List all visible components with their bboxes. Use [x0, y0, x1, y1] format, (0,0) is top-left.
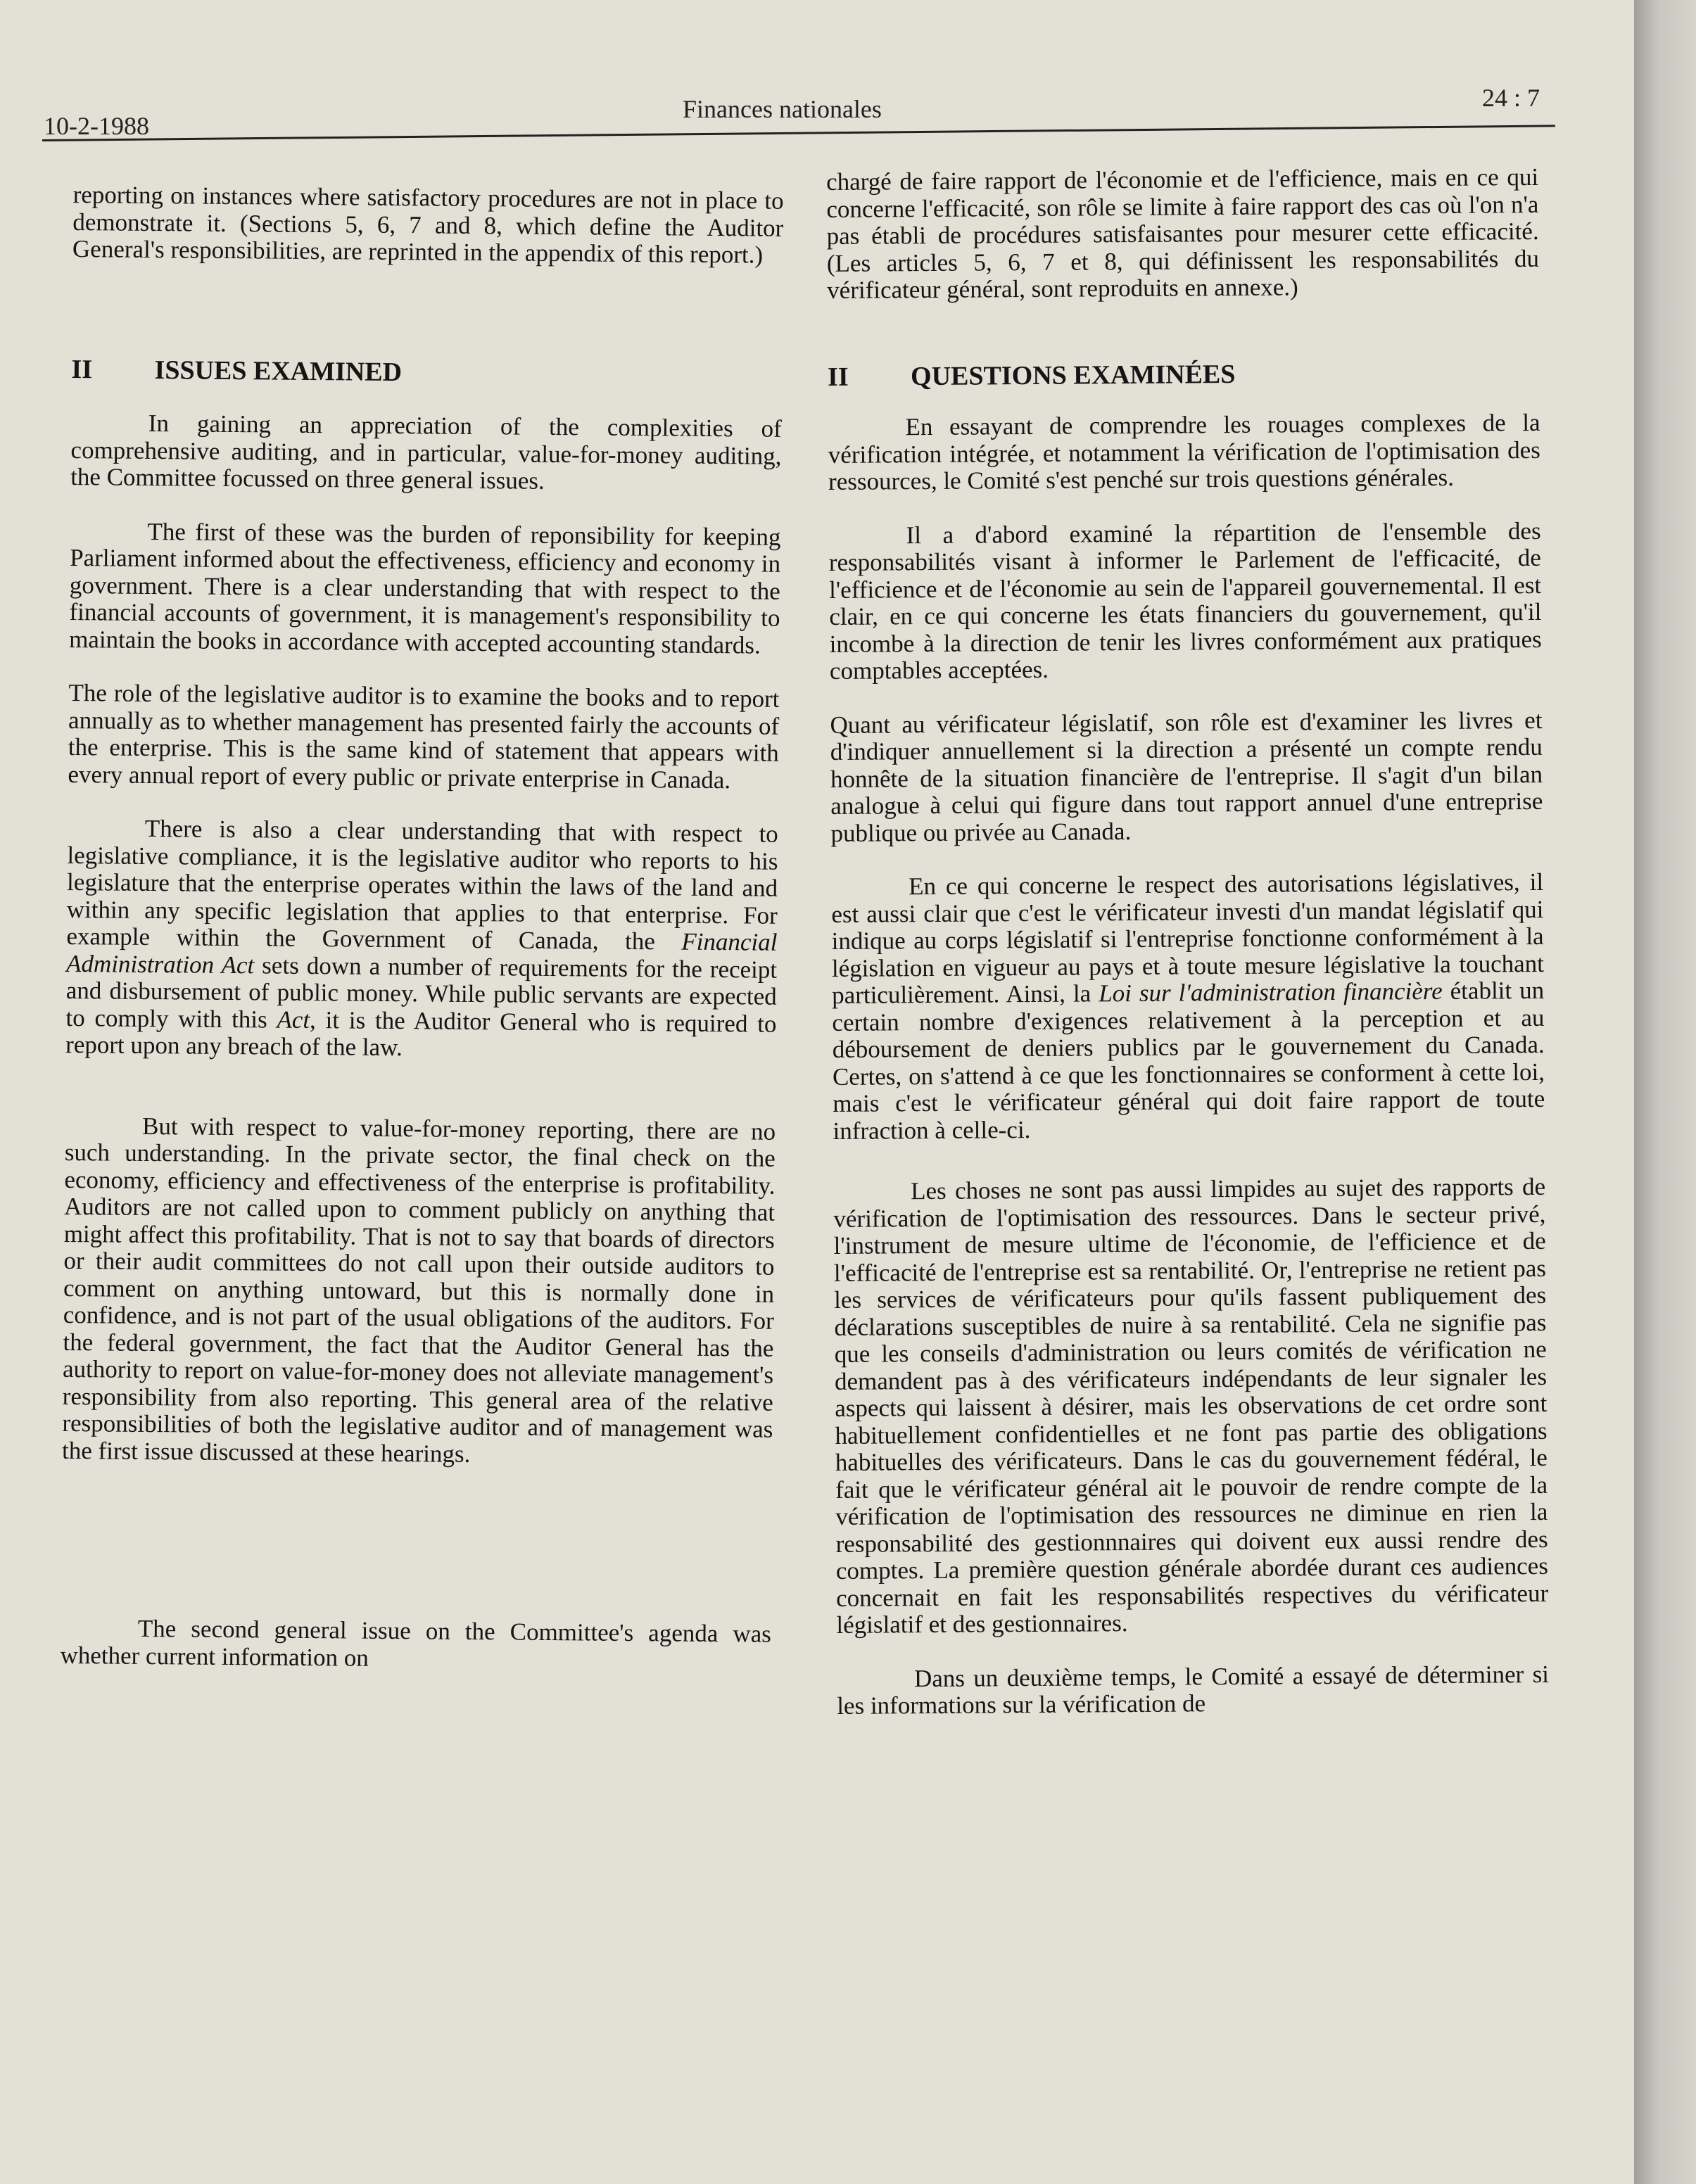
page-date: 10-2-1988: [44, 112, 149, 140]
en-paragraph-continued: reporting on instances where satisfactory procedures are not in place to demonstrate it. (Sections 5, 6, 7 and 8, which define the Auditor General's responsibilities, are reprinted in the appendix of this report.): [72, 180, 784, 269]
fr-paragraph-2: Il a d'abord examiné la répartition de l'ensemble des responsabilités visant à informer le Parlement de l'efficacité, de l'efficience et de l'économie au sein de l'appareil gouvernemental. Il est clair, en ce qui concerne les états financiers du gouvernement, qu'il incombe à la direction de tenir les livres conformément aux pratiques comptables acceptées.: [828, 516, 1542, 685]
fr-paragraph-1: En essayant de comprendre les rouages complexes de la vérification intégrée, et notamment la vérification de l'optimisation des ressources, le Comité s'est penché sur trois questions générales.: [828, 408, 1540, 495]
fr-p4-part-a: En ce qui concerne le respect des autorisations législatives, il est aussi clair que c'est le vérificateur investi d'un mandat législatif qui indique au corps législatif si l'entreprise fonctionne conformément à la législation en vigueur au pays et à toute mesure législative la touchant particulièrement. Ainsi, la: [831, 868, 1545, 1009]
fr-p4-part-b: établit un certain nombre d'exigences relativement à la perception et au déboursement de deniers publics par le gouvernement du Canada. Certes, on s'attend à ce que les fonctionnaires se conforment à cette loi, mais c'est le vérificateur général qui doit faire rapport de toute infraction à celle-ci.: [832, 976, 1545, 1145]
en-paragraph-5: But with respect to value-for-money reporting, there are no such understanding. In the private sector, the final check on the economy, efficiency and effectiveness of the enterprise is profitability. Auditors are not called upon to comment publicly on anything that might affect this profitability. That is not to say that boards of directors or their audit committees do not call upon their outside auditors to comment on anything untoward, but this is normally done in confidence, and is not part of the usual obligations of the auditors. For the federal government, the fact that the Auditor General has the authority to report on value-for-money does not alleviate management's responsibility from also reporting. This general area of the relative responsibilities of both the legislative auditor and of management was the first issue discussed at these hearings.: [61, 1112, 776, 1468]
header-rule: [42, 125, 1555, 141]
fr-paragraph-3: Quant au vérificateur législatif, son rôle est d'examiner les livres et d'indiquer annuellement si la direction a présenté un compte rendu honnête de la situation financière de l'entreprise. Il s'agit d'un bilan analogue à celui qui figure dans tout rapport annuel d'une entreprise publique ou privée au Canada.: [830, 706, 1543, 847]
fr-paragraph-continued: chargé de faire rapport de l'économie et de l'efficience, mais en ce qui concerne l'efficacité, son rôle se limite à faire rapport des cas où l'on n'a pas établi de procédures satisfaisantes pour mesurer cette efficacité. (Les articles 5, 6, 7 et 8, qui définissent les responsabilités du vérificateur général, sont reproduits en annexe.): [825, 163, 1540, 304]
fr-heading-number: II: [827, 362, 849, 392]
en-paragraph-6: The second general issue on the Committee's agenda was whether current information on: [60, 1614, 772, 1672]
en-paragraph-3: The role of the legislative auditor is to examine the books and to report annually as to whether management has presented fairly the accounts of the enterprise. This is the same kind of statement that appears with every annual report of every public or private enterprise in Canada.: [68, 678, 780, 794]
running-title: Finances nationales: [683, 95, 882, 123]
page-number: 24 : 7: [1482, 84, 1540, 112]
en-p4-part-b: sets down a number of requirements for the receipt and disbursement of public money. While public servants are expected to comply with this: [65, 951, 778, 1034]
en-paragraph-4: [65, 815, 778, 1065]
fr-paragraph-5: Les choses ne sont pas aussi limpides au sujet des rapports de vérification de l'optimisation des ressources. Dans le secteur privé, l'instrument de mesure ultime de l'économie, de l'efficience et de l'efficacité de l'entreprise est sa rentabilité. Or, l'entreprise ne retient pas les services de vérificateurs pour qu'ils fassent publiquement des déclarations susceptibles de nuire à sa rentabilité. Cela ne signifie pas que les conseils d'administration ou leurs comités de vérification ne demandent pas à des vérificateurs indépendants de leur signaler les aspects qui laissent à désirer, mais les observations de cet ordre sont habituellement confidentielles et ne font pas partie des obligations habituelles des vérificateurs. Dans le cas du gouvernement fédéral, le fait que le vérificateur général ait le pouvoir de rendre compte de la vérification de l'optimisation des ressources ne diminue en rien la responsabilité des gestionnnaires qui doivent eux aussi rendre des comptes. La première question générale abordée durant ces audiences concernait en fait les responsabilités respectives du vérificateur législatif et des gestionnaires.: [833, 1172, 1549, 1639]
en-act-title: Financial Administration Act: [65, 927, 778, 979]
en-paragraph-1: In gaining an appreciation of the complexities of comprehensive auditing, and in particular, value-for-money auditing, the Committee focussed on three general issues.: [70, 409, 782, 495]
fr-act-title: Loi sur l'administration financière: [1099, 977, 1443, 1008]
english-column: [60, 169, 784, 1675]
en-heading-text: ISSUES EXAMINED: [154, 355, 403, 387]
en-section-heading: [71, 355, 782, 388]
en-p4-part-a: There is also a clear understanding that with respect to legislative compliance, it is the legislative auditor who reports to his legislature that the enterprise operates within the laws of the land and within any specific legislation that applies to that enterprise. For example within the Government of Canada, the: [66, 814, 778, 956]
page-edge-shadow: [1634, 0, 1696, 2184]
fr-heading-text: QUESTIONS EXAMINÉES: [910, 359, 1236, 391]
en-p4-part-c: , it is the Auditor General who is required to report upon any breach of the law.: [65, 1005, 777, 1062]
fr-paragraph-6: Dans un deuxième temps, le Comité a essayé de déterminer si les informations sur la vérification de: [837, 1660, 1550, 1720]
en-paragraph-2: The first of these was the burden of reponsibility for keeping Parliament informed about the effectiveness, efficiency and economy in government. There is a clear understanding that with respect to the financial accounts of government, it is management's responsibility to maintain the books in accordance with accepted accounting standards.: [69, 517, 781, 659]
en-act-short: Act: [277, 1005, 310, 1034]
french-column: [826, 164, 1549, 1720]
fr-section-heading: [828, 358, 1540, 391]
fr-paragraph-4: [831, 869, 1545, 1145]
en-heading-number: II: [71, 354, 93, 384]
